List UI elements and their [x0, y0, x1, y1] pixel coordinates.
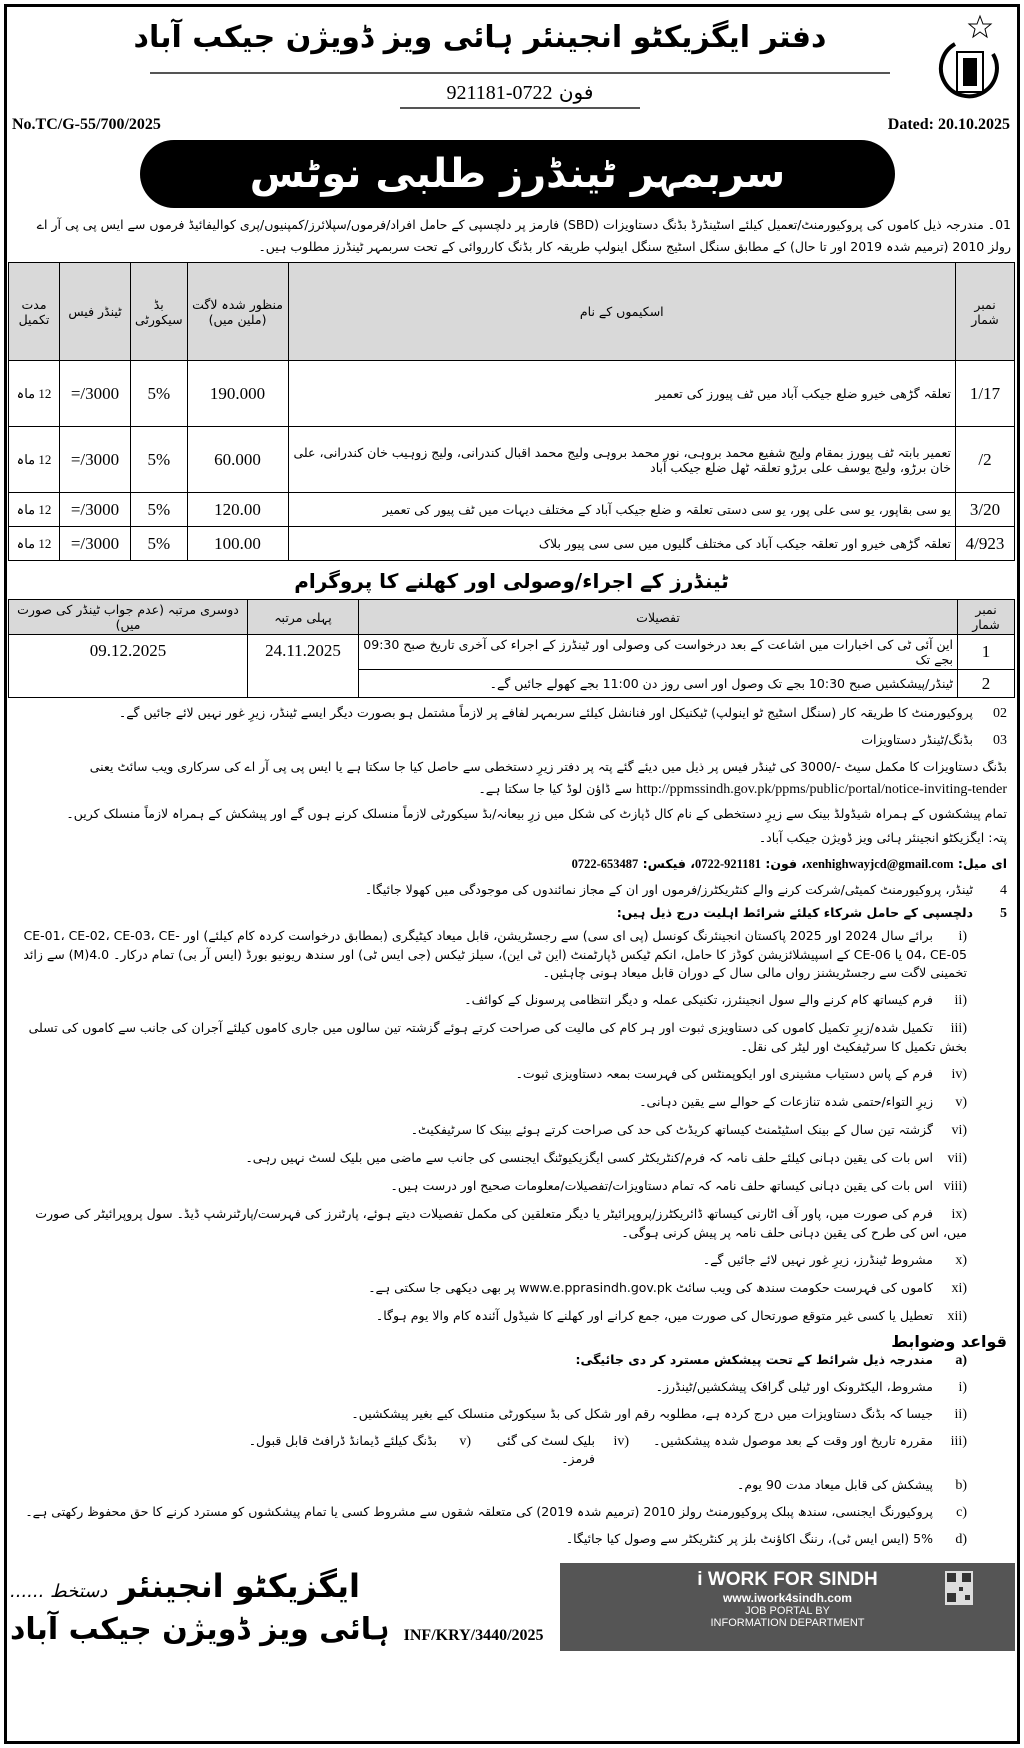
header-sno: نمبر شمار	[956, 263, 1015, 361]
works-table	[8, 262, 1015, 561]
cell-cost: 190.000	[187, 361, 288, 427]
eligibility-item: (iبرائے سال 2024 اور 2025 پاکستان انجینئرنگ کونسل (پی ای سی) سے رجسٹریشن، قابل میعاد کیٹیگری (بمطابق درخواست کردہ کام کیلئے) اور CE-01، CE-02، CE-03، CE-04، CE-05 یا CE-06 کے اسپیشلائزیشن کوڈز کا حامل، انکم ٹیکس ڈپارٹمنٹ (این ٹی این)، سیلز ٹیکس (جی ایس ٹی) اور سندھ ریونیو بورڈ (ایس آر بی) تمام درکار۔ 4.0(M) سے زائد تخمینی لاگت سے رجسٹریشنز رواں مالی سال کے دوران قابل میعاد ہونی چاہئیں۔	[23, 928, 967, 980]
iwork-title: i WORK FOR SINDH	[697, 1569, 878, 1590]
cell-duration: 12 ماہ	[9, 527, 60, 561]
cell-scheme: تعلقہ گڑھی خیرو اور تعلقہ جیکب آباد کی مختلف گلیوں میں سی سی پیور بلاک	[288, 527, 955, 561]
rule-c: (cپروکیورنگ ایجنسی، سندھ پبلک پروکیورمنٹ رولز 2010 (ترمیم شدہ 2019) کی متعلقہ شقوں سے مشروط کسی یا تمام پیشکشوں کو مسترد کرنے کا حق محفوظ رکھتی ہے۔	[25, 1504, 967, 1520]
table-row	[9, 427, 1015, 493]
rule-b: (bپیشکش کی قابل میعاد مدت 90 یوم۔	[737, 1477, 967, 1493]
header-second-time: دوسری مرتبہ (عدم جواب ٹینڈر کی صورت میں)	[9, 600, 248, 635]
cell-duration: 12 ماہ	[9, 427, 60, 493]
ppms-link[interactable]: http://ppmssindh.gov.pk/ppms/public/portal/notice-inviting-tender	[636, 782, 1007, 797]
iwork-line1: JOB PORTAL BY	[745, 1605, 830, 1617]
iwork-line2: INFORMATION DEPARTMENT	[710, 1617, 865, 1629]
iwork-i-logo-icon: i	[697, 1569, 708, 1590]
header-scheme-name: اسکیموں کے نام	[288, 263, 955, 361]
phone-label: فون	[558, 80, 594, 104]
cell-scheme: تعلقہ گڑھی خیرو ضلع جیکب آباد میں ٹف پیورز کی تعمیر	[288, 361, 955, 427]
signature-block	[10, 1564, 544, 1651]
eligibility-item: (viگزشتہ تین سال کے بینک اسٹیٹمنٹ کیساتھ کریڈٹ کی حد کی صراحت کرتے ہوئے بینک کا سرٹیفکیٹ۔	[410, 1122, 967, 1138]
cell-details: ٹینڈر/پیشکشیں صبح 10:30 بجے تک وصول اور اسی روز دن 11:00 بجے کھولے جائیں گے۔	[359, 670, 958, 698]
signature-label: دستخط ......	[10, 1581, 108, 1603]
footer	[8, 1563, 1015, 1655]
iwork-for-sindh-ad	[560, 1563, 1015, 1651]
header-cost: منظور شدہ لاگت (ملین میں)	[187, 263, 288, 361]
eligibility-item: (viiiاس بات کی یقین دہانی کیساتھ حلف نامہ کہ تمام دستاویزات/تفصیلات/معلومات صحیح اور درست ہیں۔	[390, 1178, 967, 1194]
rules-title: قواعد وضوابط	[891, 1332, 1007, 1351]
cell-cost: 60.000	[187, 427, 288, 493]
header-first-time: پہلی مرتبہ	[248, 600, 359, 635]
cell-scheme: یو سی بقاپور، یو سی علی پور، یو سی دستی تعلقہ و ضلع جیکب آباد کے مختلف دیہات میں ٹف پیور کی تعمیر	[288, 493, 955, 527]
qr-code-icon	[945, 1571, 973, 1605]
cell-sno: 1	[958, 635, 1015, 670]
table-row	[9, 527, 1015, 561]
intro-paragraph	[8, 214, 1015, 258]
reference-number: No.TC/G-55/700/2025	[12, 116, 161, 133]
cell-fee: 3000/=	[60, 527, 131, 561]
sindh-government-seal-icon	[935, 14, 1001, 124]
cell-security: 5%	[131, 427, 188, 493]
rules-list	[16, 1351, 1007, 1549]
cell-sno: 1/17	[956, 361, 1015, 427]
intro-number: 01۔	[987, 217, 1011, 232]
inf-number: INF/KRY/3440/2025	[403, 1627, 544, 1644]
cell-sno: 2/	[956, 427, 1015, 493]
rule-a-i: (iمشروط، الیکٹرونک اور ٹیلی گرافک پیشکشیں/ٹینڈرز۔	[655, 1379, 967, 1395]
header-details: تفصیلات	[359, 600, 958, 635]
address: پتہ: ایگزیکٹو انجینئر ہائی ویز ڈویژن جیکب آباد۔	[758, 830, 1007, 845]
cell-security: 5%	[131, 527, 188, 561]
bid-security-text: تمام پیشکشوں کے ہمراہ شیڈولڈ بینک سے زیرِ دستخطی کے نام کال ڈپازٹ کی شکل میں زرِ بیعانہ/بڈ سیکورٹی لازماً منسلک کرنے ہوں گے اور پیشکش کے ہمراہ لازماً منسلک کریں۔	[66, 806, 1007, 821]
header-duration: مدت تکمیل	[9, 263, 60, 361]
header-bid-security: بڈ سیکورٹی	[131, 263, 188, 361]
email[interactable]: xenhighwayjcd@gmail.com	[806, 857, 954, 871]
contact-line: ای میل: xenhighwayjcd@gmail.com، فون: 0722-921181، فیکس: 0722-653487	[571, 856, 1007, 871]
eligibility-item: (xiiتعطیل یا کسی غیر متوقع صورتحال کی صورت میں، جمع کرانے اور کھلنے کا شیڈول آئندہ کام والا یوم ہوگا۔	[375, 1308, 967, 1324]
cell-sno: 4/923	[956, 527, 1015, 561]
phone-number: 0722-921181	[446, 82, 553, 104]
eligibility-item: (iiفرم کیساتھ کام کرنے والے سول انجینئرز، تکنیکی عملہ و دیگر انتظامی پرسونل کے کوائف۔	[464, 992, 967, 1008]
office-title: دفتر ایگزیکٹو انجینئر ہائی ویز ڈویژن جیکب آباد	[133, 20, 827, 55]
header-sno: نمبر شمار	[958, 600, 1015, 635]
cell-fee: 3000/=	[60, 361, 131, 427]
date: Dated: 20.10.2025	[887, 116, 1010, 133]
bidding-docs-text: بڈنگ دستاویزات کا مکمل سیٹ -/3000 کی ٹینڈر فیس پر ذیل میں دیئے گئے پتہ پر دفتر زیرِ دستخطی سے حاصل کیا جا سکتا ہے یا ایس پی پی آر اے کی سرکاری ویب سائٹ یعنی http://ppmssindh.gov.pk/ppms/public/portal/notice-inviting-tender سے ڈاؤن لوڈ کیا جا سکتا ہے۔	[89, 759, 1007, 797]
office-phone	[400, 80, 640, 109]
first-date: 24.11.2025	[248, 635, 359, 698]
cell-duration: 12 ماہ	[9, 361, 60, 427]
cell-security: 5%	[131, 361, 188, 427]
eligibility-item: (xiکاموں کی فہرست حکومت سندھ کی ویب سائٹ www.e.pprasindh.gov.pk پر بھی دیکھی جا سکتی ہے۔	[368, 1280, 967, 1296]
rule-a-ii: (iiجیسا کہ بڈنگ دستاویزات میں درج کردہ ہے، مطلوبہ رقم اور شکل کی بڈ سیکورٹی منسلک کیے بغیر پیشکشیں۔	[351, 1406, 967, 1422]
table-row	[9, 635, 1015, 670]
section-5: 5دلچسپی کے حامل شرکاء کیلئے شرائط اہلیت درج ذیل ہیں:	[616, 905, 1007, 921]
cell-fee: 3000/=	[60, 427, 131, 493]
section-03: 03بڈنگ/ٹینڈر دستاویزات	[861, 732, 1007, 748]
program-table	[8, 599, 1015, 698]
eligibility-item: (vزیرِ التواء/حتمی شدہ تنازعات کے حوالے سے یقین دہانی۔	[639, 1094, 967, 1110]
notice-banner: سربمہر ٹینڈرز طلبی نوٹس	[140, 140, 895, 208]
eligibility-item: (viiاس بات کی یقین دہانی کیلئے حلف نامہ کہ فرم/کنٹریکٹر کسی ایگزیکیوٹنگ ایجنسی کی جانب سے ماضی میں بلیک لسٹ نہیں رہی۔	[245, 1150, 967, 1166]
section-4: 4ٹینڈر، پروکیورمنٹ کمیٹی/شرکت کرنے والے کنٹریکٹرز/فرموں اور ان کے مجاز نمائندوں کی موجودگی میں کھولا جائیگا۔	[364, 882, 1007, 898]
eligibility-item: (ixفرم کی صورت میں، پاور آف اٹارنی کیساتھ ڈائریکٹرز/پروپرائیٹر یا دیگر متعلقین کی مکمل تفصیلات دیتے ہوئے، پارٹنرز کی فہرست/پارٹنرشپ ڈیڈ۔ سول پروپرائیٹر کی صورت میں، اس کی طرح کی یقین دہانی حلف نامہ پر پیش کرنی ہوگی۔	[35, 1206, 967, 1240]
title-underline	[150, 72, 890, 74]
cell-fee: 3000/=	[60, 493, 131, 527]
cell-sno: 3/20	[956, 493, 1015, 527]
sections	[8, 704, 1015, 1549]
signatory-title: ایگزیکٹو انجینئر دستخط ......	[10, 1567, 360, 1606]
header-tender-fee: ٹینڈر فیس	[60, 263, 131, 361]
eligibility-item: (ivفرم کے پاس دستیاب مشینری اور ایکوپمنٹس کی فہرست بمعہ دستاویزی ثبوت۔	[515, 1066, 967, 1082]
cell-duration: 12 ماہ	[9, 493, 60, 527]
signatory-office: ہائی ویز ڈویژن جیکب آباد	[10, 1612, 390, 1647]
cell-cost: 100.00	[187, 527, 288, 561]
notice-body	[8, 214, 1015, 1655]
eligibility-item: (xمشروط ٹینڈرز، زیرِ غور نہیں لائے جائیں گے۔	[702, 1252, 967, 1268]
section-02: 02پروکیورمنٹ کا طریقہ کار (سنگل اسٹیج ٹو اینولپ) ٹیکنیکل اور فنانشل کیلئے سربمہر لفافے پر لازماً مشتمل ہو بصورت دیگر ایسے ٹینڈر، زیرِ غور نہیں لائے جائیں گے۔	[118, 705, 1007, 721]
second-date: 09.12.2025	[9, 635, 248, 698]
cell-details: این آئی ٹی کی اخبارات میں اشاعت کے بعد درخواست کی وصولی اور ٹینڈرز کے اجراء کی آخری تاریخ صبح 09:30 بجے تک	[359, 635, 958, 670]
signatory-office-row	[10, 1609, 544, 1651]
eligibility-item: (iiiتکمیل شدہ/زیرِ تکمیل کاموں کی دستاویزی ثبوت اور ہر کام کی مالیت کی صراحت کرتے ہوئے گزشتہ تین سالوں میں جاری کاموں کیلئے آجران کی جانب سے کاموں کی تسلی بخش تکمیل کا سرٹیفکیٹ اور لیٹر کی نقل۔	[28, 1020, 967, 1054]
cell-cost: 120.00	[187, 493, 288, 527]
iwork-url[interactable]: www.iwork4sindh.com	[723, 1591, 852, 1605]
intro-text: مندرجہ ذیل کاموں کی پروکیورمنٹ/تعمیل کیلئے اسٹینڈرڈ بڈنگ دستاویزات (SBD) فارمز پر دلچسپی کے حامل افراد/فرموں/سپلائرز/کمپنیوں/پری کوالیفائیڈ فرموں سے ایس پی پی آر اے رولز 2010 (ترمیم شدہ 2019 اور تا حال) کے مطابق سنگل اسٹیج سنگل اینولپ طریقہ کار بڈنگ کارروائی کے تحت سربمہر ٹینڈرز مطلوب ہیں۔	[36, 217, 1011, 254]
cell-scheme: تعمیر بابتہ ٹف پیورز بمقام ولیج شفیع محمد بروہی، نور محمد بروہی ولیج محمد اقبال کندرانی، ولیج زوہیب خان کندرانی، علی خان برڑو، ولیج یوسف علی برڑو تعلقہ ٹھل ضلع جیکب آباد	[288, 427, 955, 493]
program-title: ٹینڈرز کے اجراء/وصولی اور کھلنے کا پروگرام	[294, 569, 729, 593]
cell-security: 5%	[131, 493, 188, 527]
table-row	[9, 493, 1015, 527]
rule-d: (d5% (ایس ایس ٹی)، رننگ اکاؤنٹ بلز پر کنٹریکٹر سے وصول کیا جائیگا۔	[565, 1531, 967, 1547]
cell-sno: 2	[958, 670, 1015, 698]
eligibility-list	[16, 927, 1007, 1326]
rule-a-iii-v: (iiiمقررہ تاریخ اور وقت کے بعد موصول شدہ پیشکشیں۔ (ivبلیک لسٹ کی گئی فرمز۔ (vبڈنگ کیلئے ڈیمانڈ ڈرافٹ قابل قبول۔	[248, 1433, 967, 1466]
rule-a: (aمندرجہ ذیل شرائط کے تحت پیشکش مسترد کر دی جائیگی:	[575, 1352, 967, 1368]
table-row	[9, 361, 1015, 427]
